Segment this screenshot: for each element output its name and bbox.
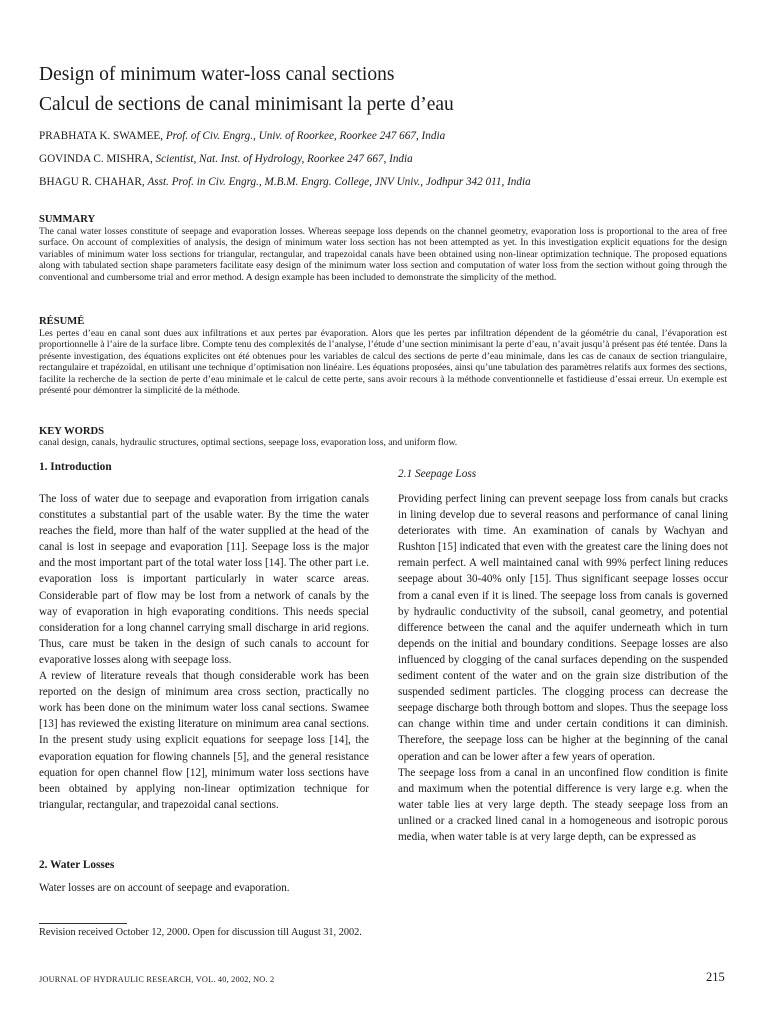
paper-title-french: Calcul de sections de canal minimisant la perte d’eau <box>39 94 454 115</box>
footnote-divider <box>39 923 127 924</box>
author-line <box>39 153 413 165</box>
water-losses-text: Water losses are on account of seepage and evaporation. <box>39 882 290 894</box>
seepage-loss-body <box>398 491 728 845</box>
keywords-heading: KEY WORDS <box>39 426 105 437</box>
author-affiliation: Prof. of Civ. Engrg., Univ. of Roorkee, Roorkee 247 667, India <box>165 130 446 142</box>
seepage-loss-heading: 2.1 Seepage Loss <box>398 468 477 480</box>
author-name: PRABHATA K. SWAMEE, <box>39 130 164 142</box>
author-name: GOVINDA C. MISHRA, <box>39 153 153 165</box>
introduction-body <box>39 491 369 813</box>
water-losses-heading: 2. Water Losses <box>39 859 115 871</box>
page-number: 215 <box>706 970 725 984</box>
author-affiliation: Asst. Prof. in Civ. Engrg., M.B.M. Engrg. College, JNV Univ., Jodhpur 342 011, India <box>147 176 531 188</box>
resume-text: Les pertes d’eau en canal sont dues aux infiltrations et aux pertes par évaporation. Alors que les pertes par infiltration dépendent de la géométrie du canal, l’évaporation est proportionnelle à l’aire de la surface libre. Compte tenu des complexités de l’analyse, l’étude d’une section minimisant la perte d’eau, n’avait jusqu’à présent pas été tentée. Dans la présente investigation, des équations explicites ont été obtenues pour les variables de calcul des sections de perte d’eau minimale, dans les cas de canaux de section triangulaire, rectangulaire et trapézoïdal, en utilisant une technique d’optimisation non linéaire. Les équations proposées, ainsi qu’une tabulation des paramètres relatifs aux formes des sections, facilite la recherche de la section de perte d’eau minimale et le calcul de cette perte, sans avoir recours à la méthode conventionnelle et fastidieuse d’essai erreur. Un exemple est présenté pour démontrer la simplicité de la méthode. <box>39 328 727 397</box>
revision-footnote: Revision received October 12, 2000. Open for discussion till August 31, 2002. <box>39 927 362 938</box>
author-name: BHAGU R. CHAHAR, <box>39 176 145 188</box>
keywords-text: canal design, canals, hydraulic structures, optimal sections, seepage loss, evaporation loss, and uniform flow. <box>39 437 458 448</box>
summary-heading: SUMMARY <box>39 214 96 225</box>
introduction-paragraph: The loss of water due to seepage and evaporation from irrigation canals constitutes a substantial part of the usable water. By the time the water reaches the field, more than half of the water supplied at the head of the canal is lost in seepage and evaporation [11]. Seepage loss is the major and the most important part of the total water loss [14]. The other part i.e. evaporation loss is important particularly in water scarce areas. Considerable part of flow may be lost from a network of canals by the way of evaporation in high evaporating conditions. This needs special consideration for a long channel carrying small discharge in arid regions. Thus, care must be taken in the design of such canals to account for evaporative losses along with seepage loss. <box>39 493 369 666</box>
seepage-paragraph: The seepage loss from a canal in an unconfined flow condition is finite and maximum when the potential difference is very large e.g. when the water table lies at very large depth. The steady seepage loss from an unlined or a cracked lined canal in a homogeneous and isotropic porous media, when water table is at very large depth, can be expressed as <box>398 766 728 843</box>
introduction-heading: 1. Introduction <box>39 461 112 473</box>
author-affiliation: Scientist, Nat. Inst. of Hydrology, Roorkee 247 667, India <box>155 153 413 165</box>
resume-heading: RÉSUMÉ <box>39 316 85 327</box>
author-line <box>39 176 531 188</box>
paper-title-english: Design of minimum water-loss canal sections <box>39 64 395 85</box>
introduction-paragraph: A review of literature reveals that though considerable work has been reported on the design of minimum area cross section, practically no work has been done on the minimum water loss canal sections. Swamee [13] has reviewed the existing literature on minimum area canal sections. In the present study using explicit equations for seepage loss [14], the evaporation equation for flowing channels [5], and the general resistance equation for open channel flow [12], minimum water loss sections have been obtained by applying non-linear optimization technique for triangular, rectangular, and trapezoidal canal sections. <box>39 670 369 811</box>
journal-footer: JOURNAL OF HYDRAULIC RESEARCH, VOL. 40, 2002, NO. 2 <box>39 975 275 984</box>
seepage-paragraph: Providing perfect lining can prevent seepage loss from canals but cracks in lining develop due to several reasons and performance of canal lining deteriorates with time. An examination of canals by Wachyan and Rushton [15] indicated that even with the greatest care the lining does not remain perfect. A well maintained canal with 99% perfect lining reduces seepage about 30-40% only [15]. Thus significant seepage losses occur from a canal even if it is lined. The seepage loss from canals is governed by hydraulic conductivity of the subsoil, canal geometry, and potential difference between the canal and the aquifer underneath which in turn depends on the initial and boundary conditions. Seepage losses are also influenced by clogging of the canal surfaces depending on the suspended sediment content of the water and on the grain size distribution of the suspended sediment particles. The clogging process can decrease the seepage discharge both through bottom and slopes. Thus the seepage loss can change within time and under certain conditions it can diminish. Therefore, the seepage loss can be higher at the beginning of the canal operation and can be lower after a few years of operation. <box>398 493 728 763</box>
summary-text: The canal water losses constitute of seepage and evaporation losses. Whereas seepage loss depends on the channel geometry, evaporation loss is proportional to the area of free surface. On account of complexities of analysis, the design of minimum water loss section has not been attempted as yet. In this investigation explicit equations for the design variables of minimum water loss sections for triangular, rectangular, and trapezoidal canals have been obtained using non-linear optimization technique. The proposed equations along with tabulated section shape parameters facilitate easy design of the minimum water loss section and computation of water loss from the section without going through the conventional and cumbersome trial and error method. A design example has been included to demonstrate the simplicity of the method. <box>39 226 727 283</box>
author-line <box>39 130 445 142</box>
